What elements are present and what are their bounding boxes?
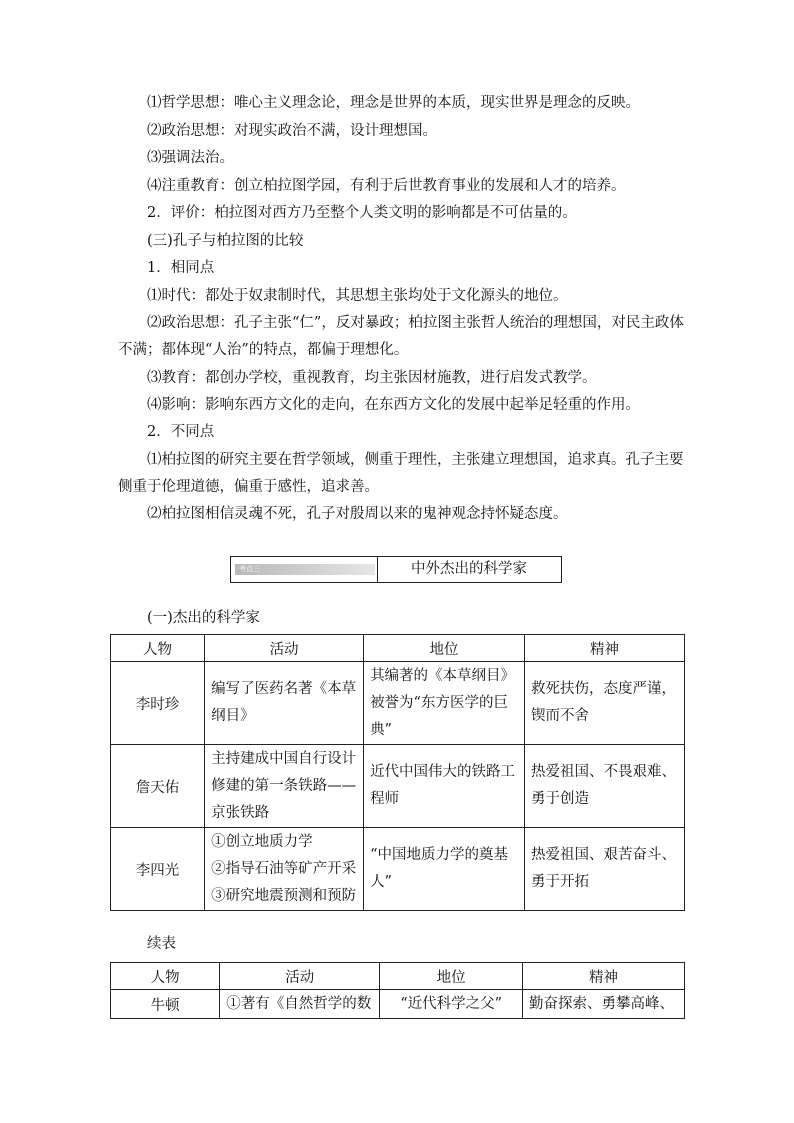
paragraph: ⑷注重教育：创立柏拉图学园，有利于后世教育事业的发展和人才的培养。 <box>147 178 626 194</box>
column-header: 精神 <box>525 635 685 662</box>
column-header: 地位 <box>380 963 523 990</box>
activity-cell: ①创立地质力学 ②指导石油等矿产开采 ③研究地震预测和预防 <box>205 828 364 911</box>
column-header: 人物 <box>111 963 220 990</box>
column-header: 人物 <box>111 635 205 662</box>
paragraph: ⑶强调法治。 <box>147 150 234 166</box>
section-tag <box>235 564 375 575</box>
column-header: 活动 <box>205 635 364 662</box>
paragraph: ⑶教育：都创办学校，重视教育，均主张因材施教，进行启发式教学。 <box>147 370 597 386</box>
activity-cell: ①著有《自然哲学的数 <box>220 990 380 1019</box>
spirit-cell: 救死扶伤，态度严谨， 锲而不舍 <box>525 662 685 745</box>
table-row <box>111 828 685 911</box>
activity-cell: 主持建成中国自行设计 修建的第一条铁路—— 京张铁路 <box>205 745 364 828</box>
heading: (三)孔子与柏拉图的比较 <box>147 233 304 249</box>
status-cell: “近代科学之父” <box>380 990 523 1019</box>
scientists-table <box>110 634 685 911</box>
paragraph: ⑵柏拉图相信灵魂不死，孔子对殷周以来的鬼神观念持怀疑态度。 <box>147 506 568 522</box>
table-row <box>111 745 685 828</box>
person-name: 牛顿 <box>111 990 220 1019</box>
section-header <box>230 556 562 583</box>
paragraph: ⑵政治思想：孔子主张“仁”，反对暴政；柏拉图主张哲人统治的理想国，对民主政体 <box>147 315 684 331</box>
paragraph: 侧重于伦理道德，偏重于感性，追求善。 <box>118 479 379 495</box>
paragraph: ⑵政治思想：对现实政治不满，设计理想国。 <box>147 123 437 139</box>
spirit-cell: 热爱祖国、不畏艰难、 勇于创造 <box>525 745 685 828</box>
subheading: (一)杰出的科学家 <box>147 610 260 626</box>
status-cell: 其编著的《本草纲目》 被誉为“东方医学的巨 典” <box>364 662 525 745</box>
paragraph: ⑴哲学思想：唯心主义理念论，理念是世界的本质，现实世界是理念的反映。 <box>147 95 640 111</box>
activity-cell: 编写了医药名著《本草 纲目》 <box>205 662 364 745</box>
column-header: 地位 <box>364 635 525 662</box>
paragraph: ⑴时代：都处于奴隶制时代，其思想主张均处于文化源头的地位。 <box>147 288 568 304</box>
column-header: 活动 <box>220 963 380 990</box>
section-tag-text: 考点三 <box>239 565 260 573</box>
person-name: 李时珍 <box>111 662 205 745</box>
scientists-table-continued <box>110 962 685 1019</box>
spirit-cell: 勤奋探索、勇攀高峰、 <box>523 990 685 1019</box>
paragraph: ⑴柏拉图的研究主要在哲学领域，侧重于理性，主张建立理想国，追求真。孔子主要 <box>147 452 684 468</box>
paragraph: ⑷影响：影响东西方文化的走向，在东西方文化的发展中起举足轻重的作用。 <box>147 397 640 413</box>
person-name: 詹天佑 <box>111 745 205 828</box>
spirit-cell: 热爱祖国、艰苦奋斗、 勇于开拓 <box>525 828 685 911</box>
table-row <box>111 662 685 745</box>
table-row <box>111 990 685 1019</box>
column-header: 精神 <box>523 963 685 990</box>
table-header-row <box>111 635 685 662</box>
heading: 1．相同点 <box>147 260 215 276</box>
section-title: 中外杰出的科学家 <box>411 561 527 577</box>
person-name: 李四光 <box>111 828 205 911</box>
status-cell: 近代中国伟大的铁路工 程师 <box>364 745 525 828</box>
status-cell: “中国地质力学的奠基 人” <box>364 828 525 911</box>
paragraph: 2．评价：柏拉图对西方乃至整个人类文明的影响都是不可估量的。 <box>147 205 577 221</box>
continued-label: 续表 <box>147 936 176 952</box>
table-header-row <box>111 963 685 990</box>
heading: 2．不同点 <box>147 424 215 440</box>
paragraph: 不满；都体现“人治”的特点，都偏于理想化。 <box>118 342 409 358</box>
